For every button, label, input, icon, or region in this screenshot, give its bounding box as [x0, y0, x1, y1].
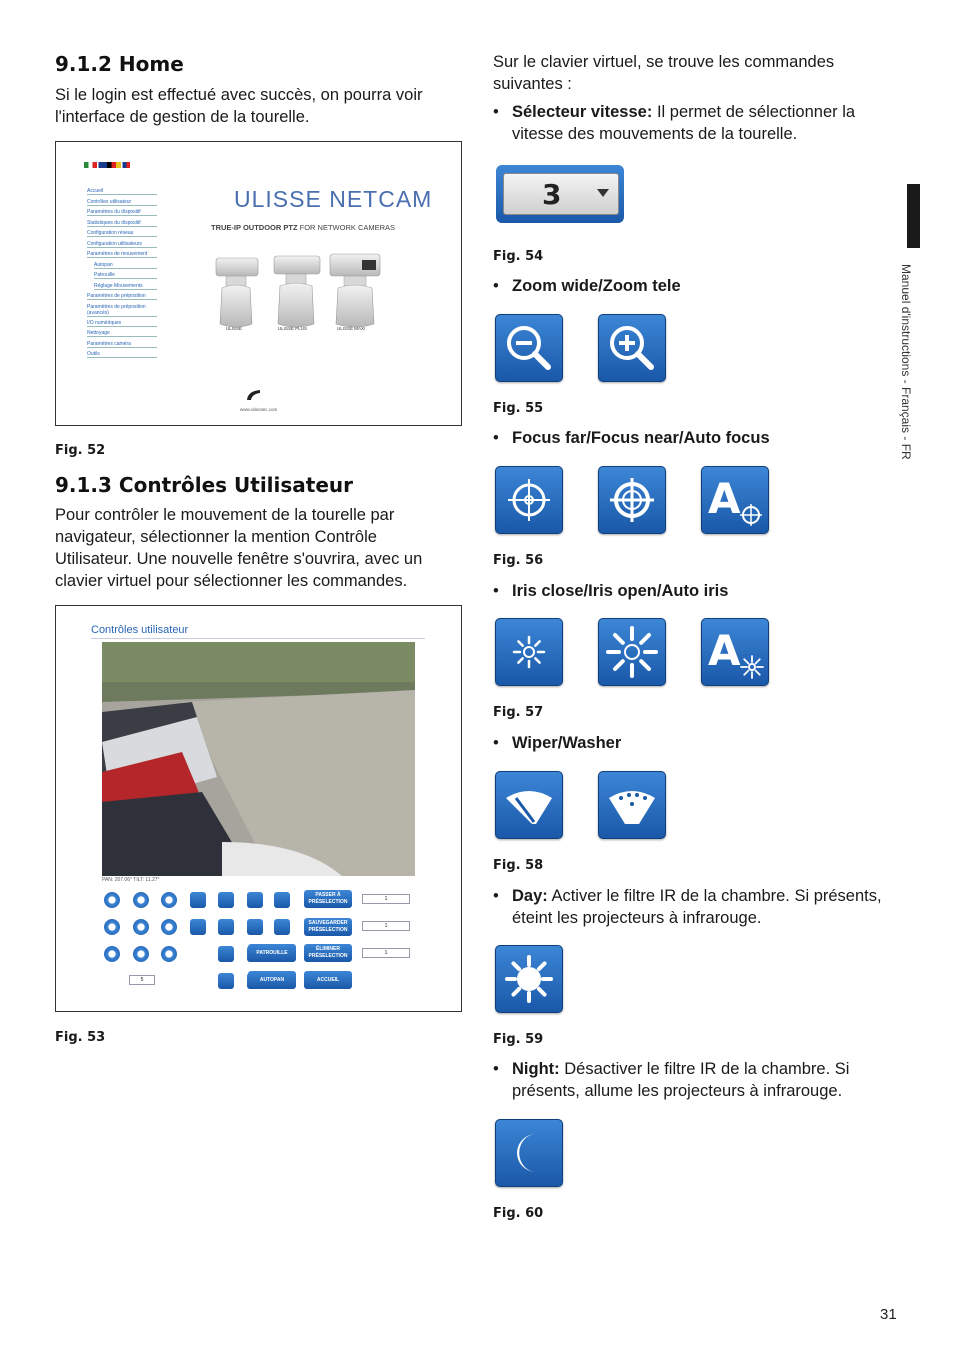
sidebar-menu-item[interactable]: Contrôles utilisateur	[87, 199, 157, 206]
user-paragraph-line1: Pour contrôler le mouvement de la tourelle par	[55, 506, 395, 524]
sidebar-menu-item[interactable]: Paramètres de préposition	[87, 293, 157, 300]
night-mode-button[interactable]	[495, 1119, 563, 1187]
sidebar-menu-item[interactable]: Configuration réseau	[87, 230, 157, 237]
home-button[interactable]: ACCUEIL	[304, 971, 352, 989]
zoom-tele-button[interactable]	[598, 314, 666, 382]
keypad-button[interactable]	[133, 946, 149, 962]
sidebar-menu-item[interactable]: Paramètres de mouvement	[87, 251, 157, 258]
iris-close-icon	[496, 619, 562, 685]
keypad-button[interactable]	[190, 892, 206, 908]
keypad-button[interactable]	[274, 919, 290, 935]
focus-far-icon	[496, 467, 562, 533]
sidebar-menu-item[interactable]: Paramètres du dispositif	[87, 209, 157, 216]
keypad-button[interactable]	[218, 919, 234, 935]
website-url: www.videotec.com	[240, 407, 278, 412]
camera-label-ulisse: ULISSE	[226, 326, 243, 331]
keypad-button[interactable]	[247, 919, 263, 935]
user-controls-title: Contrôles utilisateur	[91, 624, 189, 636]
home-paragraph-line1: Si le login est effectué avec succès, on pourra voir	[55, 86, 423, 104]
chevron-down-icon	[596, 188, 610, 198]
auto-focus-icon	[702, 467, 768, 533]
sidebar-menu-item[interactable]: Autopan	[94, 262, 157, 269]
brand-title: ULISSE NETCAM	[234, 186, 433, 212]
fig56-label: Fig. 56	[493, 553, 544, 568]
camera-label-ulisse-plus: ULISSE PLUS	[278, 326, 308, 331]
keypad-button[interactable]	[190, 919, 206, 935]
page-number: 31	[880, 1306, 897, 1323]
fig55-label: Fig. 55	[493, 401, 544, 416]
intro-line1: Sur le clavier virtuel, se trouve les commandes	[493, 53, 835, 71]
bullet-night: • Night: Désactiver le filtre IR de la chambre. Si présents, allume les projecteurs à infrarouge.	[493, 1060, 850, 1100]
washer-icon	[599, 772, 665, 838]
heading-home: 9.1.2 Home	[55, 52, 184, 76]
preset-select-goto[interactable]: 1	[362, 894, 410, 904]
bullet-speed-selector: • Sélecteur vitesse: Il permet de sélectionner la vitesse des mouvements de la tourelle.	[493, 103, 856, 143]
sidebar-menu-item[interactable]: Nettoyage	[87, 330, 157, 337]
auto-focus-button[interactable]	[701, 466, 769, 534]
patrol-button[interactable]: PATROUILLE	[248, 944, 296, 962]
language-flags	[84, 162, 130, 168]
keypad-button[interactable]	[161, 946, 177, 962]
keypad-button[interactable]	[133, 919, 149, 935]
focus-near-button[interactable]	[598, 466, 666, 534]
speed-value: 3	[542, 178, 562, 211]
sidebar-menu-item[interactable]: I/O numériques	[87, 320, 157, 327]
camera-video-view	[102, 642, 415, 876]
sun-icon	[496, 946, 562, 1012]
fig60-label: Fig. 60	[493, 1206, 544, 1221]
keypad-button[interactable]	[161, 919, 177, 935]
fig52-home-screenshot	[55, 141, 462, 426]
keypad-button[interactable]	[218, 892, 234, 908]
keypad-button[interactable]	[218, 973, 234, 989]
washer-button[interactable]	[598, 771, 666, 839]
wiper-icon	[496, 772, 562, 838]
auto-iris-icon	[702, 619, 768, 685]
user-paragraph-line2: navigateur, sélectionner la mention Contrôle	[55, 528, 377, 546]
speed-select-mini[interactable]: 5	[129, 975, 155, 985]
iris-open-icon	[599, 619, 665, 685]
zoom-out-icon	[496, 315, 562, 381]
keypad-button[interactable]	[104, 946, 120, 962]
bullet-iris: • Iris close/Iris open/Auto iris	[493, 582, 729, 600]
side-tab-label: Manuel d'instructions - Français - FR	[899, 264, 913, 460]
speed-selector-widget[interactable]	[496, 165, 624, 223]
wiper-button[interactable]	[495, 771, 563, 839]
auto-iris-button[interactable]	[701, 618, 769, 686]
keypad-button[interactable]	[274, 892, 290, 908]
focus-far-button[interactable]	[495, 466, 563, 534]
zoom-wide-button[interactable]	[495, 314, 563, 382]
fig53-label: Fig. 53	[55, 1030, 106, 1045]
fig57-label: Fig. 57	[493, 705, 544, 720]
fig59-label: Fig. 59	[493, 1032, 544, 1047]
sidebar-menu-item[interactable]: Accueil	[87, 188, 157, 195]
user-paragraph-line3: Utilisateur. Une nouvelle fenêtre s'ouvrira, avec un	[55, 550, 423, 568]
sidebar-menu-item[interactable]: Outils	[87, 351, 157, 358]
day-mode-button[interactable]	[495, 945, 563, 1013]
sidebar-menu-item[interactable]: Paramètres caméra	[87, 341, 157, 348]
keypad-button[interactable]	[104, 892, 120, 908]
pan-tilt-readout: PAN: 207.06° TILT: 11.27°	[102, 877, 160, 883]
title-underline	[91, 638, 425, 639]
zoom-in-icon	[599, 315, 665, 381]
moon-icon	[496, 1120, 562, 1186]
user-paragraph-line4: clavier virtuel pour sélectionner les commandes.	[55, 572, 408, 590]
keypad-button[interactable]	[218, 946, 234, 962]
keypad-button[interactable]	[247, 892, 263, 908]
side-tab-marker	[907, 184, 920, 248]
brand-tagline: TRUE-IP OUTDOOR PTZ FOR NETWORK CAMERAS	[211, 223, 396, 232]
fig52-label: Fig. 52	[55, 443, 106, 458]
goto-preset-button[interactable]: PASSER À PRÉSELECTION	[304, 890, 352, 908]
sidebar-menu-item[interactable]: Patrouille	[94, 272, 157, 279]
svg-text:A: A	[708, 474, 741, 523]
fig54-label: Fig. 54	[493, 249, 544, 264]
save-preset-button[interactable]: SAUVEGARDER PRÉSELECTION	[304, 918, 352, 936]
iris-close-button[interactable]	[495, 618, 563, 686]
iris-open-button[interactable]	[598, 618, 666, 686]
sidebar-menu-item[interactable]: Paramètres de préposition (avancés)	[87, 304, 157, 317]
preset-select-save[interactable]: 1	[362, 921, 410, 931]
autopan-button[interactable]: AUTOPAN	[248, 971, 296, 989]
keypad-button[interactable]	[133, 892, 149, 908]
sidebar-menu-item[interactable]: Configuration utilisateurs	[87, 241, 157, 248]
sidebar-menu-item[interactable]: Statistiques du dispositif	[87, 220, 157, 227]
bullet-wiper: • Wiper/Washer	[493, 734, 622, 752]
bullet-zoom: • Zoom wide/Zoom tele	[493, 277, 681, 295]
heading-user-controls: 9.1.3 Contrôles Utilisateur	[55, 473, 354, 497]
fig58-label: Fig. 58	[493, 858, 544, 873]
sidebar-menu-item[interactable]: Réglage Mouvements	[94, 283, 157, 290]
bullet-focus: • Focus far/Focus near/Auto focus	[493, 429, 770, 447]
videotec-logo-icon	[246, 389, 262, 401]
camera-label-ulisse-maxi: ULISSE MAXI	[337, 326, 366, 331]
delete-preset-button[interactable]: ÉLIMINER PRÉSELECTION	[304, 944, 352, 962]
bullet-day: • Day: Activer le filtre IR de la chambre. Si présents, éteint les projecteurs à infrarouge.	[493, 887, 882, 927]
home-paragraph-line2: l'interface de gestion de la tourelle.	[55, 108, 310, 126]
intro-line2: suivantes :	[493, 75, 572, 93]
keypad-button[interactable]	[161, 892, 177, 908]
fig53-user-controls-screenshot	[55, 605, 462, 1012]
svg-text:A: A	[708, 626, 741, 675]
preset-select-delete[interactable]: 1	[362, 948, 410, 958]
keypad-button[interactable]	[104, 919, 120, 935]
focus-near-icon	[599, 467, 665, 533]
